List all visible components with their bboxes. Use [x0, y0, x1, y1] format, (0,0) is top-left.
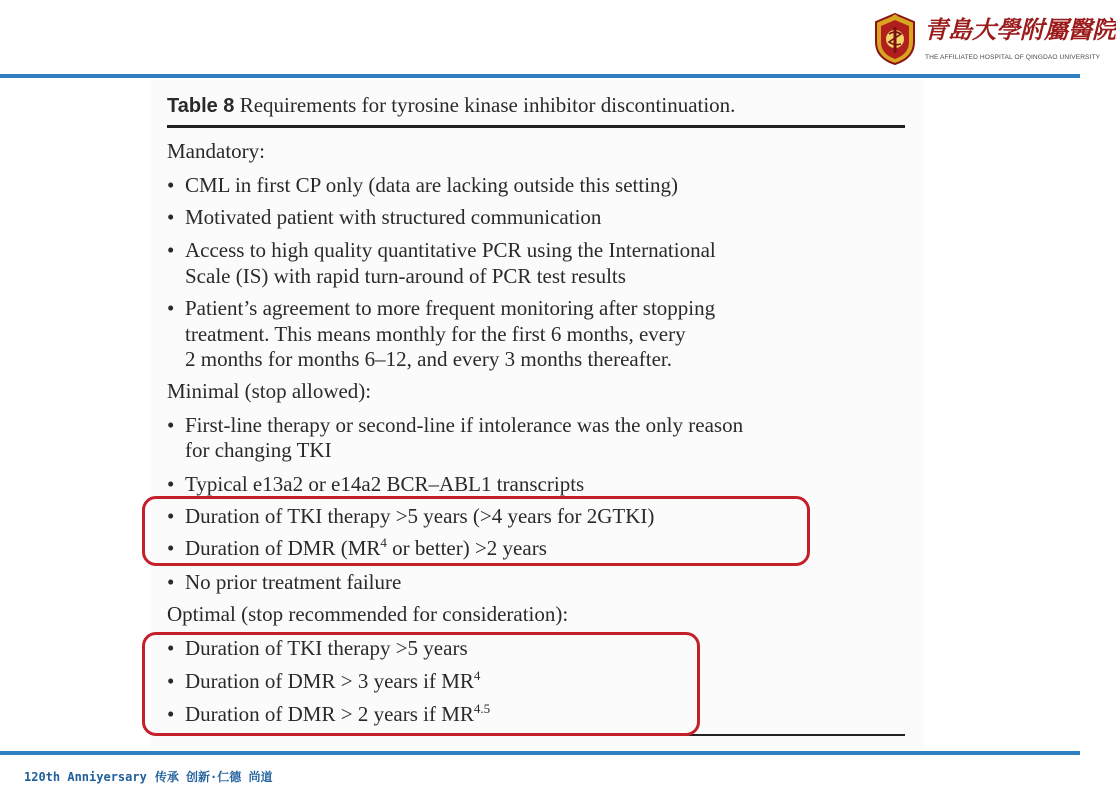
- table-top-rule: [167, 125, 905, 128]
- list-item: • First-line therapy or second-line if intolerance was the only reason: [167, 413, 744, 437]
- list-item-continuation: for changing TKI: [185, 438, 332, 462]
- list-item-continuation: treatment. This means monthly for the first 6 months, every: [185, 322, 686, 346]
- list-item: • No prior treatment failure: [167, 570, 402, 594]
- hospital-name-chinese: 青島大學附屬醫院: [924, 15, 1116, 44]
- hospital-emblem-icon: [872, 12, 918, 66]
- list-item: • Duration of TKI therapy >5 years: [167, 636, 468, 660]
- section-heading-optimal: Optimal (stop recommended for consideration):: [167, 602, 569, 626]
- list-item: • CML in first CP only (data are lacking outside this setting): [167, 173, 679, 197]
- section-heading-minimal: Minimal (stop allowed):: [167, 379, 372, 403]
- highlight-box-optimal-durations: [142, 632, 700, 736]
- header-divider: [0, 74, 1080, 78]
- table-caption-label: Table 8: [167, 95, 235, 117]
- table-caption-text: Requirements for tyrosine kinase inhibitor discontinuation.: [234, 93, 736, 117]
- hospital-name-english: THE AFFILIATED HOSPITAL OF QINGDAO UNIVERSITY: [925, 54, 1101, 61]
- footer: [24, 768, 281, 785]
- table-caption: [167, 92, 735, 119]
- hospital-logo: [872, 10, 1116, 68]
- list-item-continuation: Scale (IS) with rapid turn-around of PCR test results: [185, 264, 626, 288]
- list-item: • Access to high quality quantitative PCR using the International: [167, 238, 716, 262]
- footer-divider: [0, 751, 1080, 755]
- list-item: • Motivated patient with structured communication: [167, 205, 602, 229]
- list-item: • Duration of TKI therapy >5 years (>4 years for 2GTKI): [167, 504, 655, 528]
- list-item: • Typical e13a2 or e14a2 BCR–ABL1 transcripts: [167, 472, 585, 496]
- section-heading-mandatory: Mandatory:: [167, 139, 265, 163]
- list-item: • Duration of DMR ($MR^4$ or better) >2 years: [167, 535, 547, 560]
- footer-anniversary: 120th Anniyersary: [24, 770, 147, 784]
- footer-motto: 传承 创新·仁德 尚道: [154, 770, 273, 784]
- list-item: • Duration of DMR > 3 years if $MR^4$: [167, 668, 481, 693]
- list-item: • Duration of DMR > 2 years if $MR^{4.5}$: [167, 701, 491, 726]
- list-item-continuation: 2 months for months 6–12, and every 3 months thereafter.: [185, 347, 672, 371]
- list-item: • Patient’s agreement to more frequent monitoring after stopping: [167, 296, 716, 320]
- highlight-box-minimal-durations: [142, 496, 810, 566]
